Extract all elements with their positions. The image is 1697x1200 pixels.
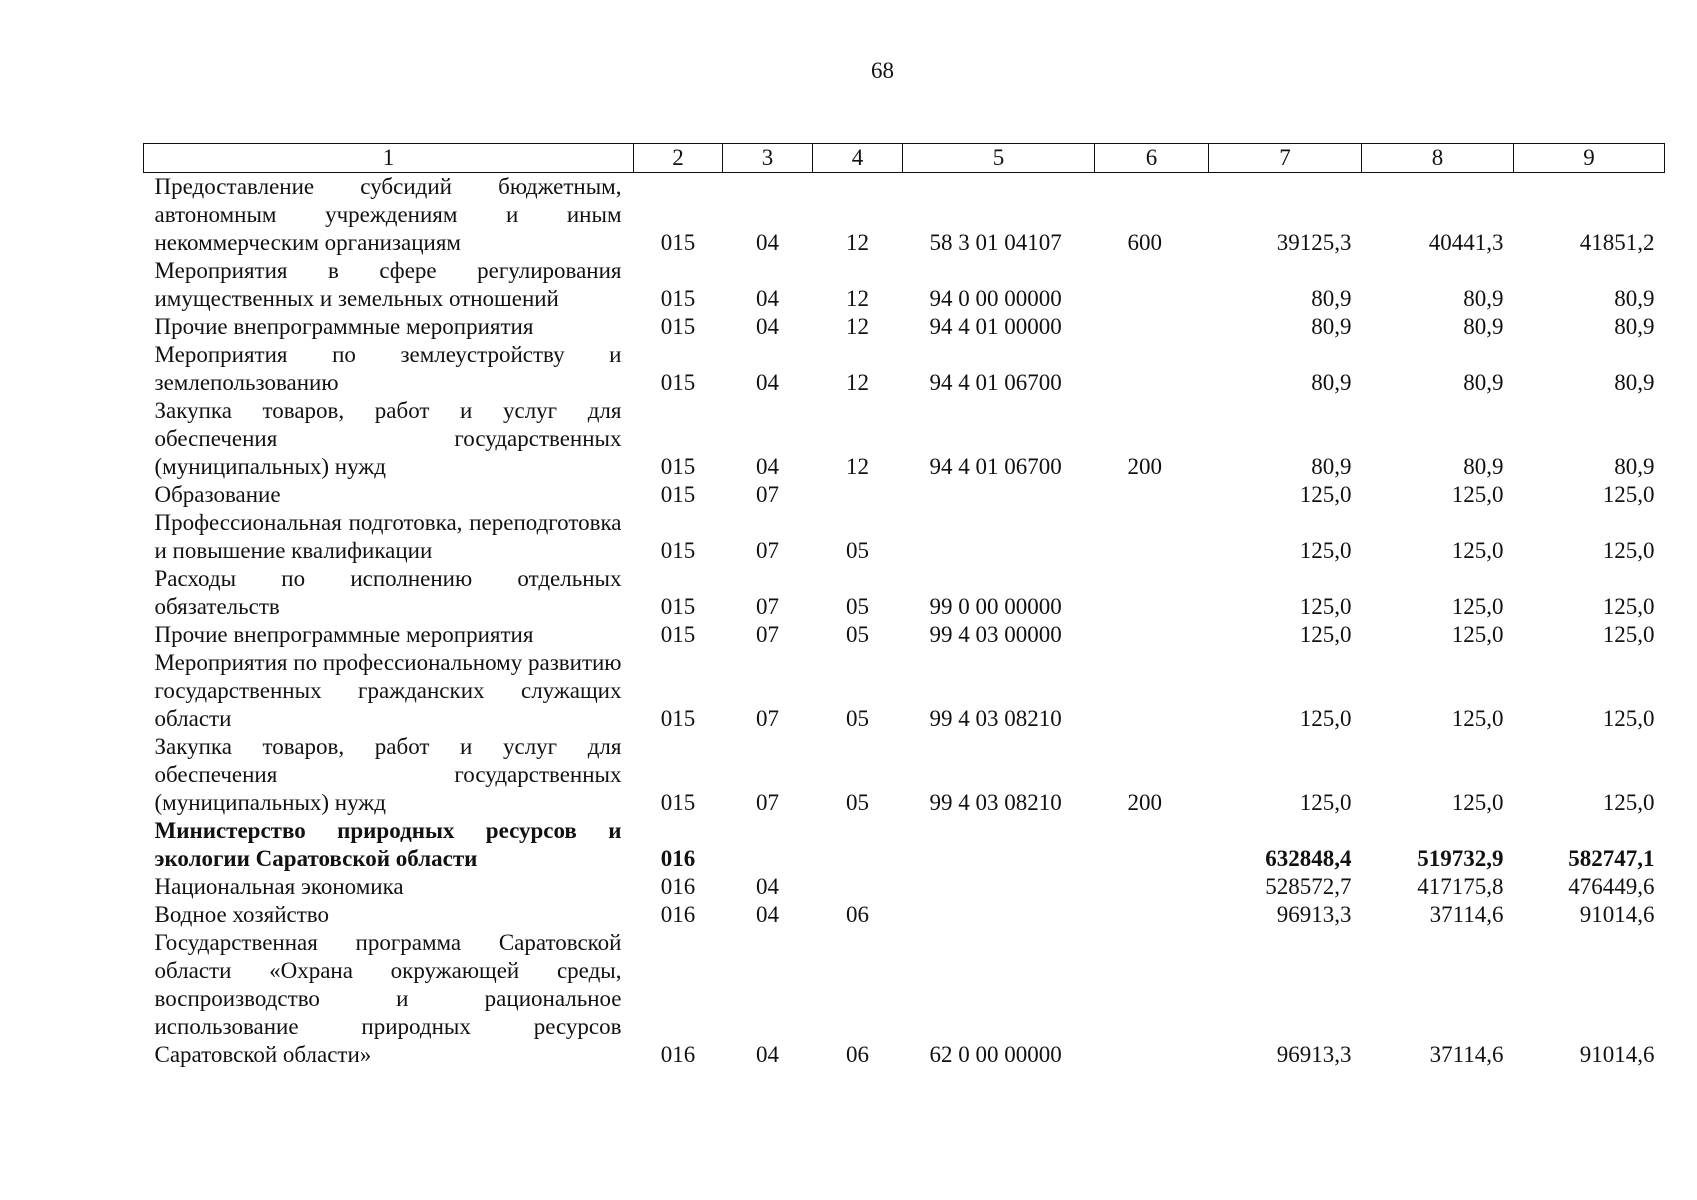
header-col-9: 9 — [1514, 144, 1665, 173]
table-row — [144, 341, 1665, 397]
header-col-5: 5 — [903, 144, 1095, 173]
row-amount-2: 80,9 — [1463, 370, 1504, 395]
table-row — [144, 621, 1665, 649]
row-amount-1: 80,9 — [1311, 370, 1352, 395]
row-expense-type — [1095, 509, 1209, 565]
row-section-code: 07 — [756, 482, 779, 507]
row-amount-3: 125,0 — [1602, 538, 1655, 563]
table-row — [144, 257, 1665, 313]
row-subsection-code — [813, 873, 903, 901]
row-name: Закупка товаров, работ и услуг для обеспечения государственных (муниципальных) нужд — [154, 734, 622, 815]
row-target-article: 62 0 00 00000 — [929, 1042, 1062, 1067]
row-name: Мероприятия по профессиональному развитию государственных гражданских служащих области — [154, 650, 622, 731]
row-amount-3: 476449,6 — [1568, 874, 1655, 899]
row-name: Расходы по исполнению отдельных обязательств — [154, 566, 622, 619]
row-amount-3: 125,0 — [1602, 706, 1655, 731]
row-amount-2: 80,9 — [1463, 314, 1504, 339]
row-name: Государственная программа Саратовской области «Охрана окружающей среды, воспроизводство и рациональное использование природных ресурсов Саратовской области» — [154, 930, 622, 1067]
row-subsection-code: 05 — [846, 594, 869, 619]
header-col-1: 1 — [144, 144, 634, 173]
row-target-article — [903, 901, 1095, 929]
row-chapter-code: 015 — [660, 594, 696, 619]
row-amount-2: 125,0 — [1451, 790, 1504, 815]
table-body — [144, 173, 1665, 1070]
row-section-code: 07 — [756, 538, 779, 563]
row-amount-3: 80,9 — [1614, 370, 1655, 395]
row-expense-type — [1095, 649, 1209, 733]
row-amount-1: 125,0 — [1299, 482, 1352, 507]
row-amount-1: 80,9 — [1311, 314, 1352, 339]
row-subsection-code: 12 — [846, 230, 869, 255]
row-expense-type — [1095, 901, 1209, 929]
table-row — [144, 481, 1665, 509]
row-expense-type — [1095, 313, 1209, 341]
row-subsection-code: 12 — [846, 454, 869, 479]
row-amount-1: 39125,3 — [1276, 230, 1352, 255]
row-section-code: 04 — [756, 230, 779, 255]
row-chapter-code: 015 — [660, 706, 696, 731]
row-name: Национальная экономика — [154, 874, 404, 899]
row-amount-3: 91014,6 — [1579, 902, 1655, 927]
row-amount-2: 40441,3 — [1428, 230, 1504, 255]
row-expense-type — [1095, 817, 1209, 873]
table-row — [144, 901, 1665, 929]
row-section-code — [723, 817, 813, 873]
table-row — [144, 817, 1665, 873]
row-amount-1: 125,0 — [1299, 622, 1352, 647]
row-amount-3: 91014,6 — [1579, 1042, 1655, 1067]
header-col-7: 7 — [1209, 144, 1362, 173]
row-subsection-code: 12 — [846, 286, 869, 311]
row-section-code: 04 — [756, 874, 779, 899]
row-amount-3: 125,0 — [1602, 594, 1655, 619]
row-expense-type — [1095, 481, 1209, 509]
row-amount-2: 519732,9 — [1417, 846, 1504, 871]
row-chapter-code: 015 — [660, 454, 696, 479]
row-amount-3: 125,0 — [1602, 790, 1655, 815]
row-target-article: 99 4 03 08210 — [929, 790, 1062, 815]
table-row — [144, 397, 1665, 481]
row-amount-2: 125,0 — [1451, 706, 1504, 731]
row-chapter-code: 016 — [660, 902, 696, 927]
row-name: Профессиональная подготовка, переподготовка и повышение квалификации — [154, 510, 622, 563]
row-amount-2: 37114,6 — [1429, 902, 1504, 927]
row-amount-2: 125,0 — [1451, 482, 1504, 507]
row-amount-1: 528572,7 — [1265, 874, 1352, 899]
row-name: Закупка товаров, работ и услуг для обеспечения государственных (муниципальных) нужд — [154, 398, 622, 479]
table-header — [144, 144, 1665, 173]
page-number: 68 — [871, 58, 894, 83]
row-section-code: 04 — [756, 314, 779, 339]
row-amount-1: 96913,3 — [1276, 902, 1352, 927]
table-row — [144, 509, 1665, 565]
row-chapter-code: 015 — [660, 538, 696, 563]
row-subsection-code — [813, 481, 903, 509]
header-col-4: 4 — [813, 144, 903, 173]
row-expense-type: 200 — [1127, 454, 1162, 479]
row-target-article: 99 4 03 00000 — [929, 622, 1062, 647]
row-subsection-code: 06 — [846, 902, 869, 927]
row-amount-3: 80,9 — [1614, 286, 1655, 311]
row-section-code: 07 — [756, 594, 779, 619]
row-subsection-code: 05 — [846, 538, 869, 563]
table-row — [144, 929, 1665, 1069]
table-row — [144, 873, 1665, 901]
row-chapter-code: 016 — [660, 846, 696, 871]
row-expense-type — [1095, 621, 1209, 649]
row-name: Образование — [154, 482, 281, 507]
header-col-6: 6 — [1095, 144, 1209, 173]
row-amount-2: 417175,8 — [1417, 874, 1504, 899]
row-name: Предоставление субсидий бюджетным, автономным учреждениям и иным некоммерческим организациям — [154, 174, 622, 255]
row-amount-3: 125,0 — [1602, 622, 1655, 647]
row-name: Прочие внепрограммные мероприятия — [154, 314, 534, 339]
row-amount-1: 80,9 — [1311, 454, 1352, 479]
row-section-code: 04 — [756, 1042, 779, 1067]
row-subsection-code: 05 — [846, 622, 869, 647]
row-amount-2: 125,0 — [1451, 594, 1504, 619]
row-expense-type — [1095, 873, 1209, 901]
row-section-code: 04 — [756, 370, 779, 395]
row-chapter-code: 015 — [660, 314, 696, 339]
row-target-article — [903, 509, 1095, 565]
row-subsection-code: 05 — [846, 706, 869, 731]
row-subsection-code: 06 — [846, 1042, 869, 1067]
row-section-code: 04 — [756, 902, 779, 927]
row-target-article — [903, 481, 1095, 509]
table-row — [144, 173, 1665, 258]
row-name: Прочие внепрограммные мероприятия — [154, 622, 534, 647]
row-amount-2: 125,0 — [1451, 622, 1504, 647]
row-amount-2: 80,9 — [1463, 454, 1504, 479]
row-section-code: 07 — [756, 790, 779, 815]
row-section-code: 07 — [756, 706, 779, 731]
row-expense-type: 600 — [1127, 230, 1162, 255]
row-chapter-code: 015 — [660, 622, 696, 647]
row-target-article: 94 0 00 00000 — [929, 286, 1062, 311]
row-chapter-code: 015 — [660, 482, 696, 507]
row-target-article — [903, 873, 1095, 901]
row-target-article: 99 0 00 00000 — [929, 594, 1062, 619]
row-target-article: 99 4 03 08210 — [929, 706, 1062, 731]
row-target-article: 94 4 01 06700 — [929, 454, 1062, 479]
row-amount-1: 96913,3 — [1276, 1042, 1352, 1067]
row-amount-3: 41851,2 — [1579, 230, 1655, 255]
row-amount-3: 80,9 — [1614, 454, 1655, 479]
row-amount-1: 632848,4 — [1265, 846, 1352, 871]
table-row — [144, 733, 1665, 817]
row-target-article: 94 4 01 06700 — [929, 370, 1062, 395]
row-amount-3: 125,0 — [1602, 482, 1655, 507]
row-target-article — [903, 817, 1095, 873]
row-amount-1: 125,0 — [1299, 790, 1352, 815]
row-subsection-code — [813, 817, 903, 873]
row-chapter-code: 016 — [660, 874, 696, 899]
table-row — [144, 649, 1665, 733]
row-expense-type: 200 — [1127, 790, 1162, 815]
header-col-8: 8 — [1362, 144, 1514, 173]
row-chapter-code: 015 — [660, 370, 696, 395]
row-section-code: 04 — [756, 454, 779, 479]
row-expense-type — [1095, 341, 1209, 397]
row-name: Мероприятия в сфере регулирования имущественных и земельных отношений — [154, 258, 622, 311]
row-target-article: 94 4 01 00000 — [929, 314, 1062, 339]
row-amount-2: 125,0 — [1451, 538, 1504, 563]
row-section-code: 07 — [756, 622, 779, 647]
row-amount-1: 125,0 — [1299, 706, 1352, 731]
header-col-2: 2 — [634, 144, 723, 173]
row-expense-type — [1095, 929, 1209, 1069]
header-row — [144, 144, 1665, 173]
row-expense-type — [1095, 257, 1209, 313]
row-chapter-code: 016 — [660, 1042, 696, 1067]
row-subsection-code: 12 — [846, 370, 869, 395]
row-amount-3: 80,9 — [1614, 314, 1655, 339]
row-chapter-code: 015 — [660, 230, 696, 255]
row-subsection-code: 12 — [846, 314, 869, 339]
row-amount-1: 125,0 — [1299, 538, 1352, 563]
header-col-3: 3 — [723, 144, 813, 173]
table-row — [144, 565, 1665, 621]
table-row — [144, 313, 1665, 341]
row-section-code: 04 — [756, 286, 779, 311]
row-chapter-code: 015 — [660, 286, 696, 311]
budget-table — [143, 143, 1665, 1069]
row-chapter-code: 015 — [660, 790, 696, 815]
row-amount-2: 37114,6 — [1429, 1042, 1504, 1067]
row-expense-type — [1095, 565, 1209, 621]
row-subsection-code: 05 — [846, 790, 869, 815]
row-amount-2: 80,9 — [1463, 286, 1504, 311]
row-name: Мероприятия по землеустройству и землепользованию — [154, 342, 622, 395]
row-amount-3: 582747,1 — [1568, 846, 1655, 871]
row-name: Водное хозяйство — [154, 902, 329, 927]
row-name: Министерство природных ресурсов и экологии Саратовской области — [154, 818, 622, 871]
row-amount-1: 80,9 — [1311, 286, 1352, 311]
row-target-article: 58 3 01 04107 — [929, 230, 1062, 255]
row-amount-1: 125,0 — [1299, 594, 1352, 619]
